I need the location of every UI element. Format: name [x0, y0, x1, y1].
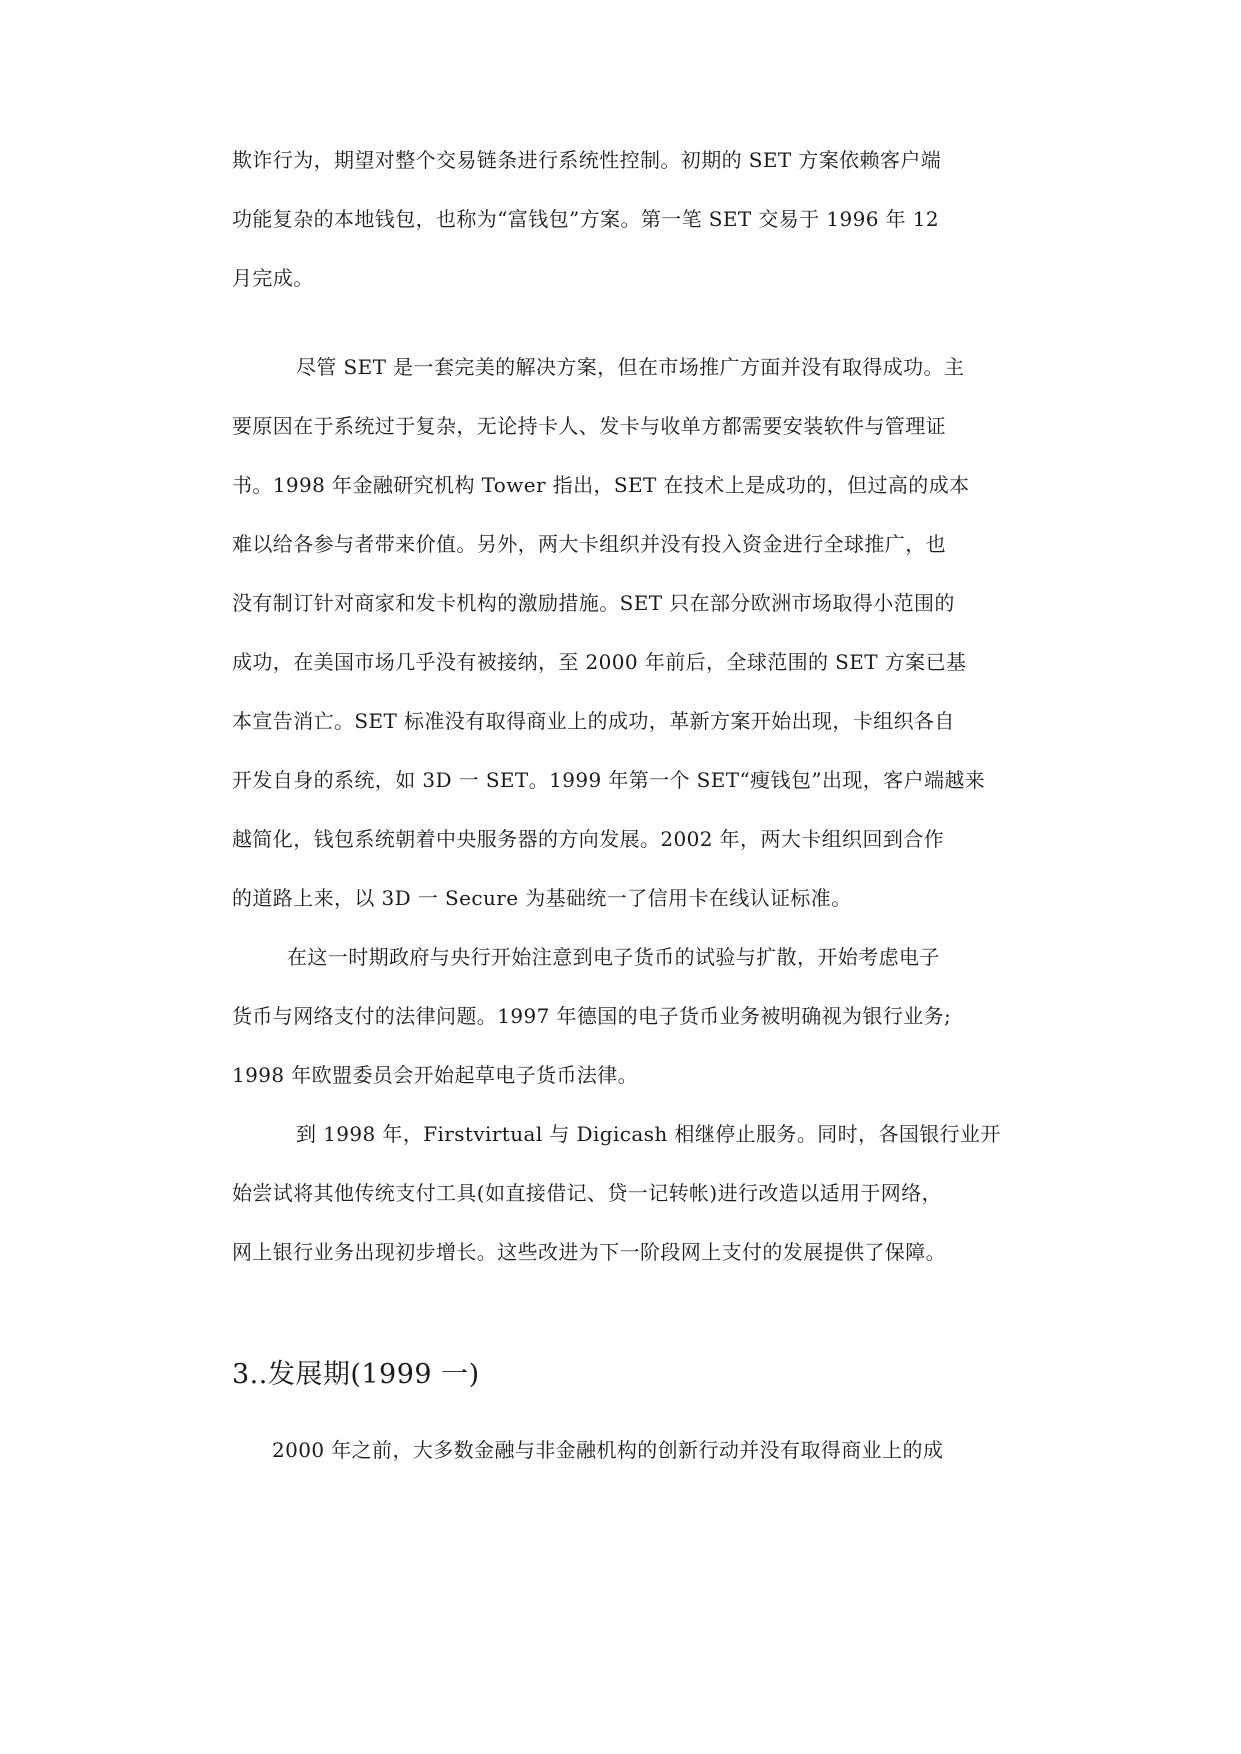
paragraph-line: 的道路上来，以 3D 一 Secure 为基础统一了信用卡在线认证标准。: [232, 886, 852, 910]
paragraph-line: 到 1998 年，Firstvirtual 与 Digicash 相继停止服务。同时，各国银行业开: [296, 1122, 1001, 1146]
paragraph-line: 2000 年之前，大多数金融与非金融机构的创新行动并没有取得商业上的成: [272, 1438, 944, 1462]
paragraph-line: 货币与网络支付的法律问题。1997 年德国的电子货币业务被明确视为银行业务;: [232, 1004, 952, 1028]
paragraph-line: 欺诈行为，期望对整个交易链条进行系统性控制。初期的 SET 方案依赖客户端: [232, 148, 942, 172]
paragraph-line: 难以给各参与者带来价值。另外，两大卡组织并没有投入资金进行全球推广，也: [232, 532, 946, 556]
paragraph-line: 尽管 SET 是一套完美的解决方案，但在市场推广方面并没有取得成功。主: [296, 355, 965, 379]
paragraph-line: 始尝试将其他传统支付工具(如直接借记、贷一记转帐)进行改造以适用于网络，: [232, 1181, 943, 1205]
section-heading: 3..发展期(1999 一): [232, 1359, 480, 1390]
paragraph-line: 成功，在美国市场几乎没有被接纳，至 2000 年前后，全球范围的 SET 方案已基: [232, 650, 967, 674]
paragraph-line: 开发自身的系统，如 3D 一 SET。1999 年第一个 SET“瘦钱包”出现，客户端越来: [232, 768, 986, 792]
paragraph-line: 月完成。: [232, 266, 314, 290]
paragraph-line: 本宣告消亡。SET 标准没有取得商业上的成功，革新方案开始出现，卡组织各自: [232, 709, 955, 733]
paragraph-line: 在这一时期政府与央行开始注意到电子货币的试验与扩散，开始考虑电子: [287, 945, 940, 969]
paragraph-line: 越简化，钱包系统朝着中央服务器的方向发展。2002 年，两大卡组织回到合作: [232, 827, 945, 851]
paragraph-line: 没有制订针对商家和发卡机构的激励措施。SET 只在部分欧洲市场取得小范围的: [232, 591, 955, 615]
paragraph-line: 要原因在于系统过于复杂，无论持卡人、发卡与收单方都需要安装软件与管理证: [232, 414, 946, 438]
paragraph-line: 1998 年欧盟委员会开始起草电子货币法律。: [232, 1063, 639, 1087]
paragraph-line: 网上银行业务出现初步增长。这些改进为下一阶段网上支付的发展提供了保障。: [232, 1240, 946, 1264]
paragraph-line: 功能复杂的本地钱包，也称为“富钱包”方案。第一笔 SET 交易于 1996 年 12: [232, 207, 940, 231]
paragraph-line: 书。1998 年金融研究机构 Tower 指出，SET 在技术上是成功的，但过高的成本: [232, 473, 970, 497]
